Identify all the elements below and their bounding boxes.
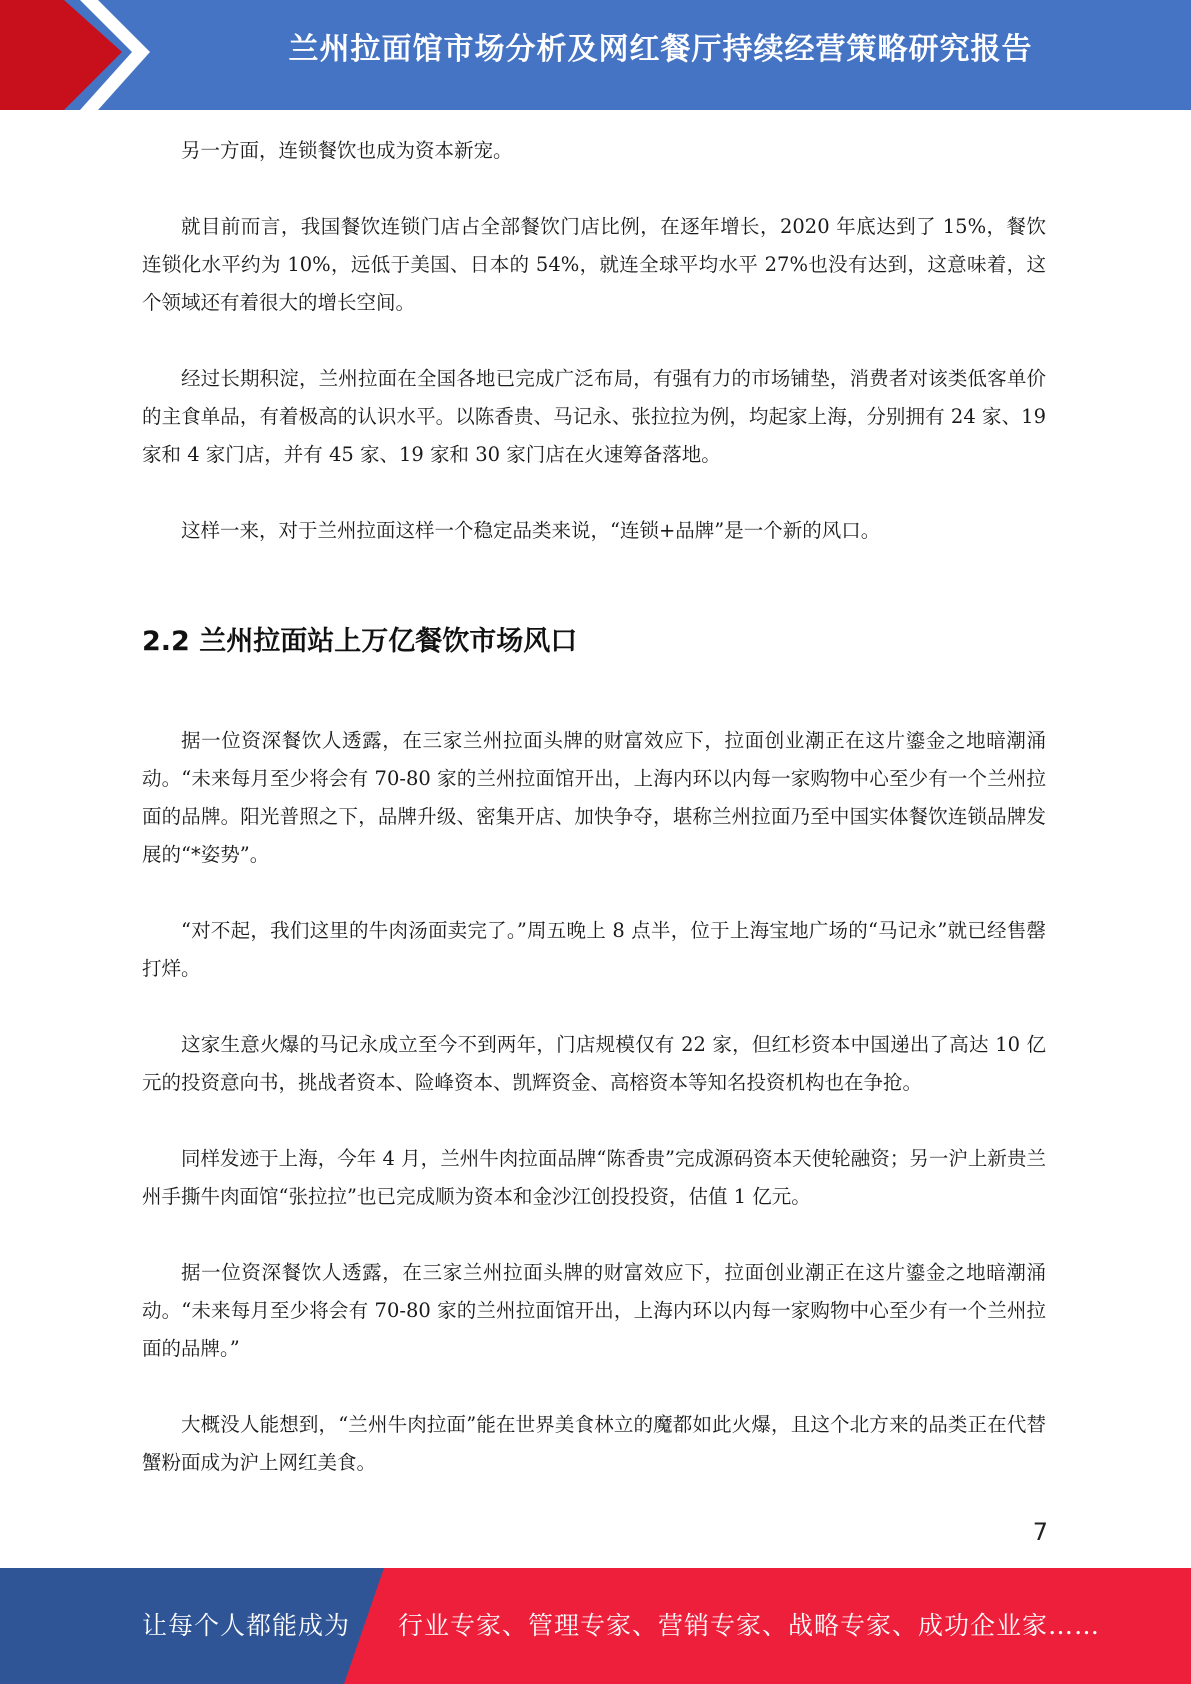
page-header bbox=[0, 0, 1191, 110]
document-body bbox=[142, 132, 1046, 1520]
body-paragraph: 大概没人能想到，“兰州牛肉拉面”能在世界美食林立的魔都如此火爆，且这个北方来的品类正在代替蟹粉面成为沪上网红美食。 bbox=[142, 1413, 1046, 1474]
page-footer bbox=[0, 1568, 1191, 1684]
header-arrow-decoration bbox=[0, 0, 160, 110]
body-paragraph: 就目前而言，我国餐饮连锁门店占全部餐饮门店比例，在逐年增长，2020 年底达到了 15%，餐饮连锁化水平约为 10%，远低于美国、日本的 54%，就连全球平均水平 27%也没有达到，这意味着，这个领域还有着很大的增长空间。 bbox=[142, 215, 1046, 314]
body-paragraph: 同样发迹于上海，今年 4 月，兰州牛肉拉面品牌“陈香贵”完成源码资本天使轮融资；另一沪上新贵兰州手撕牛肉面馆“张拉拉”也已完成顺为资本和金沙江创投投资，估值 1 亿元。 bbox=[142, 1147, 1046, 1208]
body-paragraph: 另一方面，连锁餐饮也成为资本新宠。 bbox=[181, 139, 513, 162]
body-paragraph: 据一位资深餐饮人透露，在三家兰州拉面头牌的财富效应下，拉面创业潮正在这片鎏金之地暗潮涌动。“未来每月至少将会有 70-80 家的兰州拉面馆开出，上海内环以内每一家购物中心至少有一个兰州拉面的品牌。阳光普照之下，品牌升级、密集开店、加快争夺，堪称兰州拉面乃至中国实体餐饮连锁品牌发展的“*姿势”。 bbox=[142, 729, 1046, 866]
section-heading: 2.2 兰州拉面站上万亿餐饮市场风口 bbox=[142, 626, 578, 657]
report-title: 兰州拉面馆市场分析及网红餐厅持续经营策略研究报告 bbox=[288, 32, 1033, 67]
body-paragraph: 经过长期积淀，兰州拉面在全国各地已完成广泛布局，有强有力的市场铺垫，消费者对该类低客单价的主食单品，有着极高的认识水平。以陈香贵、马记永、张拉拉为例，均起家上海，分别拥有 24 家、19 家和 4 家门店，并有 45 家、19 家和 30 家门店在火速筹备落地。 bbox=[142, 367, 1046, 466]
body-paragraph: 这家生意火爆的马记永成立至今不到两年，门店规模仅有 22 家，但红杉资本中国递出了高达 10 亿元的投资意向书，挑战者资本、险峰资本、凯辉资金、高榕资本等知名投资机构也在争抢。 bbox=[142, 1033, 1046, 1094]
body-paragraph: 这样一来，对于兰州拉面这样一个稳定品类来说，“连锁+品牌”是一个新的风口。 bbox=[181, 519, 881, 542]
body-paragraph: 据一位资深餐饮人透露，在三家兰州拉面头牌的财富效应下，拉面创业潮正在这片鎏金之地暗潮涌动。“未来每月至少将会有 70-80 家的兰州拉面馆开出，上海内环以内每一家购物中心至少有一个兰州拉面的品牌。” bbox=[142, 1261, 1046, 1360]
body-paragraph: “对不起，我们这里的牛肉汤面卖完了。”周五晚上 8 点半，位于上海宝地广场的“马记永”就已经售罄打烊。 bbox=[142, 919, 1046, 980]
footer-slogan-left: 让每个人都能成为 bbox=[142, 1611, 351, 1640]
footer-slogan-right: 行业专家、管理专家、营销专家、战略专家、成功企业家…… bbox=[398, 1611, 1101, 1640]
page-number: 7 bbox=[1032, 1518, 1048, 1546]
